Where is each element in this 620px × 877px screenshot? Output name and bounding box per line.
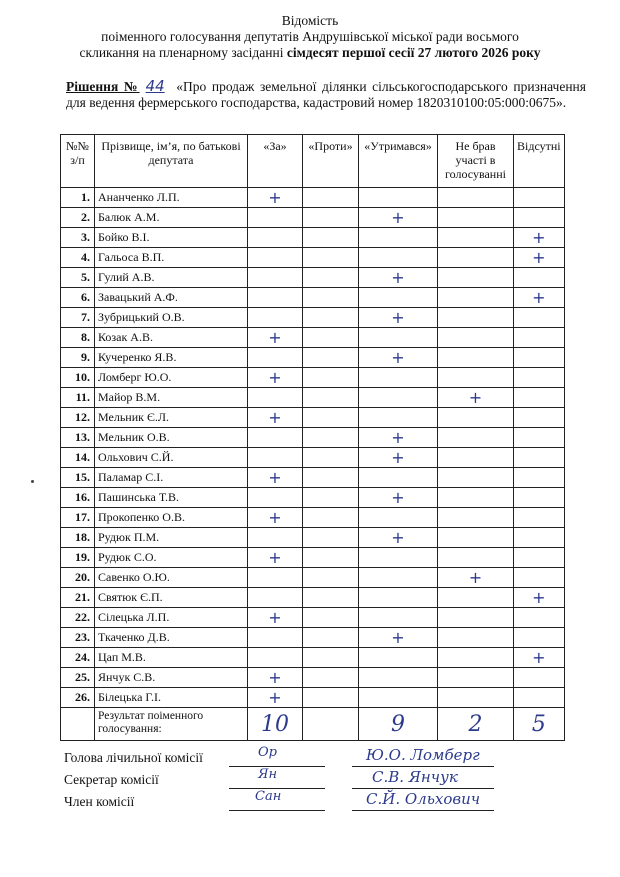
vote-notvoted-cell [438, 228, 514, 248]
vote-absent-cell [514, 548, 565, 568]
deputy-name: Сілецька Л.П. [95, 608, 248, 628]
vote-against-cell [303, 268, 359, 288]
vote-notvoted-cell [438, 588, 514, 608]
deputy-name: Ананченко Л.П. [95, 188, 248, 208]
col-notvoted-header: Не брав участі в голосуванні [438, 135, 514, 188]
vote-abstain-cell [359, 188, 438, 208]
signature-role: Член комісії [64, 794, 135, 809]
table-row [61, 668, 565, 688]
table-row [61, 428, 565, 448]
result-label: Результат поіменного голосування: [95, 708, 248, 741]
row-number: 7. [61, 308, 95, 328]
deputy-name: Паламар С.І. [95, 468, 248, 488]
vote-absent-cell [514, 688, 565, 708]
deputy-name: Савенко О.Ю. [95, 568, 248, 588]
vote-absent-cell [514, 328, 565, 348]
row-number: 2. [61, 208, 95, 228]
row-number: 4. [61, 248, 95, 268]
vote-for-cell [248, 568, 303, 588]
vote-absent-cell [514, 568, 565, 588]
vote-notvoted-cell [438, 208, 514, 228]
row-number: 15. [61, 468, 95, 488]
vote-against-cell [303, 448, 359, 468]
row-number: 21. [61, 588, 95, 608]
table-header-row [61, 135, 565, 188]
deputy-name: Ломберг Ю.О. [95, 368, 248, 388]
row-number: 5. [61, 268, 95, 288]
vote-notvoted-cell [438, 548, 514, 568]
table-row [61, 448, 565, 468]
col-absent-header: Відсутні [514, 135, 565, 188]
row-number: 8. [61, 328, 95, 348]
signature-initials: Сан [255, 789, 282, 804]
table-row [61, 528, 565, 548]
vote-against-cell [303, 208, 359, 228]
vote-abstain-cell [359, 548, 438, 568]
vote-against-cell [303, 628, 359, 648]
table-row [61, 608, 565, 628]
vote-absent-cell [514, 188, 565, 208]
table-row [61, 268, 565, 288]
signature-line [229, 750, 325, 767]
vote-absent-cell [514, 448, 565, 468]
vote-against-cell [303, 308, 359, 328]
vote-for-mark: + [248, 468, 303, 488]
signature-name: Ю.О. Ломберг [366, 746, 480, 764]
vote-abstain-cell [359, 288, 438, 308]
vote-notvoted-mark: + [438, 388, 514, 408]
vote-against-cell [303, 428, 359, 448]
vote-against-cell [303, 368, 359, 388]
table-row [61, 388, 565, 408]
table-row [61, 508, 565, 528]
row-number: 26. [61, 688, 95, 708]
vote-abstain-cell [359, 468, 438, 488]
vote-absent-cell [514, 308, 565, 328]
vote-absent-mark: + [514, 648, 565, 668]
table-body [61, 188, 565, 708]
table-row [61, 548, 565, 568]
row-number: 13. [61, 428, 95, 448]
vote-against-cell [303, 568, 359, 588]
vote-against-cell [303, 348, 359, 368]
row-number: 18. [61, 528, 95, 548]
vote-absent-cell [514, 428, 565, 448]
deputy-name: Пашинська Т.В. [95, 488, 248, 508]
vote-absent-cell [514, 608, 565, 628]
vote-notvoted-cell [438, 348, 514, 368]
vote-abstain-cell [359, 568, 438, 588]
vote-for-mark: + [248, 368, 303, 388]
deputy-name: Цап М.В. [95, 648, 248, 668]
vote-absent-cell [514, 348, 565, 368]
vote-against-cell [303, 248, 359, 268]
vote-notvoted-cell [438, 628, 514, 648]
vote-absent-mark: + [514, 588, 565, 608]
deputy-name: Мельник Є.Л. [95, 408, 248, 428]
doc-subtitle: поіменного голосування депутатів Андрушівської міської ради восьмого [101, 29, 519, 44]
vote-notvoted-cell [438, 468, 514, 488]
signature-role: Секретар комісії [64, 772, 159, 787]
signature-role: Голова лічильної комісії [64, 750, 203, 765]
table-row [61, 208, 565, 228]
table-row [61, 188, 565, 208]
vote-against-cell [303, 328, 359, 348]
vote-notvoted-cell [438, 308, 514, 328]
vote-against-cell [303, 648, 359, 668]
vote-for-mark: + [248, 548, 303, 568]
deputy-name: Рудюк С.О. [95, 548, 248, 568]
row-number: 20. [61, 568, 95, 588]
table-row [61, 628, 565, 648]
deputy-name: Рудюк П.М. [95, 528, 248, 548]
vote-notvoted-cell [438, 688, 514, 708]
deputy-name: Янчук С.В. [95, 668, 248, 688]
vote-abstain-mark: + [359, 448, 438, 468]
vote-absent-cell [514, 408, 565, 428]
row-number: 16. [61, 488, 95, 508]
vote-against-cell [303, 288, 359, 308]
vote-abstain-mark: + [359, 308, 438, 328]
vote-for-cell [248, 268, 303, 288]
vote-against-cell [303, 548, 359, 568]
table-row [61, 468, 565, 488]
decision-text: «Про продаж земельної ділянки сільськогосподарського призначення для ведення фермерського господарства, кадастровий номер 1820310100:05:000:0675». [66, 79, 586, 110]
result-row [61, 708, 565, 741]
result-spacer [61, 708, 95, 741]
vote-against-cell [303, 508, 359, 528]
table-row [61, 308, 565, 328]
deputy-name: Козак А.В. [95, 328, 248, 348]
row-number: 14. [61, 448, 95, 468]
vote-notvoted-cell [438, 188, 514, 208]
table-row [61, 288, 565, 308]
decision-block [66, 78, 586, 111]
vote-absent-cell [514, 388, 565, 408]
deputy-name: Прокопенко О.В. [95, 508, 248, 528]
row-number: 23. [61, 628, 95, 648]
row-number: 11. [61, 388, 95, 408]
deputy-name: Майор В.М. [95, 388, 248, 408]
vote-abstain-cell [359, 508, 438, 528]
vote-abstain-cell [359, 368, 438, 388]
vote-notvoted-cell [438, 528, 514, 548]
vote-notvoted-cell [438, 488, 514, 508]
vote-notvoted-cell [438, 448, 514, 468]
deputy-name: Гулий А.В. [95, 268, 248, 288]
deputy-name: Бойко В.І. [95, 228, 248, 248]
vote-for-mark: + [248, 688, 303, 708]
vote-abstain-mark: + [359, 628, 438, 648]
vote-for-cell [248, 528, 303, 548]
vote-notvoted-cell [438, 268, 514, 288]
vote-for-cell [248, 588, 303, 608]
vote-for-mark: + [248, 508, 303, 528]
vote-against-cell [303, 588, 359, 608]
vote-for-cell [248, 388, 303, 408]
table-row [61, 328, 565, 348]
deputy-name: Завацький А.Ф. [95, 288, 248, 308]
vote-against-cell [303, 468, 359, 488]
vote-abstain-cell [359, 648, 438, 668]
table-row [61, 488, 565, 508]
voting-table [60, 134, 565, 741]
vote-for-cell [248, 348, 303, 368]
vote-abstain-cell [359, 608, 438, 628]
vote-notvoted-cell [438, 608, 514, 628]
vote-for-mark: + [248, 188, 303, 208]
vote-notvoted-cell [438, 508, 514, 528]
row-number: 9. [61, 348, 95, 368]
vote-absent-cell [514, 508, 565, 528]
vote-against-cell [303, 668, 359, 688]
vote-against-cell [303, 608, 359, 628]
vote-for-cell [248, 488, 303, 508]
vote-notvoted-cell [438, 248, 514, 268]
vote-notvoted-cell [438, 428, 514, 448]
col-abstain-header: «Утримався» [359, 135, 438, 188]
col-against-header: «Проти» [303, 135, 359, 188]
vote-abstain-cell [359, 248, 438, 268]
row-number: 24. [61, 648, 95, 668]
deputy-name: Святюк Є.П. [95, 588, 248, 608]
vote-absent-cell [514, 368, 565, 388]
vote-absent-cell [514, 488, 565, 508]
row-number: 12. [61, 408, 95, 428]
vote-abstain-cell [359, 688, 438, 708]
vote-absent-cell [514, 668, 565, 688]
vote-absent-mark: + [514, 228, 565, 248]
vote-abstain-cell [359, 588, 438, 608]
vote-notvoted-mark: + [438, 568, 514, 588]
session-name: сімдесят першої сесії 27 лютого 2026 року [286, 45, 541, 60]
session-prefix: скликання на пленарному засіданні [79, 45, 287, 60]
vote-absent-cell [514, 208, 565, 228]
col-name-header: Прізвище, ім’я, по батькові депутата [95, 135, 248, 188]
signature-initials: Ор [258, 745, 277, 760]
vote-absent-cell [514, 628, 565, 648]
table-row [61, 648, 565, 668]
vote-against-cell [303, 688, 359, 708]
vote-against-cell [303, 188, 359, 208]
vote-for-cell [248, 628, 303, 648]
vote-abstain-mark: + [359, 208, 438, 228]
vote-abstain-cell [359, 668, 438, 688]
vote-absent-mark: + [514, 288, 565, 308]
doc-title: Відомість [281, 13, 339, 28]
vote-for-cell [248, 228, 303, 248]
doc-session-line [0, 45, 620, 61]
signature-name: С.Й. Ольхович [366, 790, 481, 808]
vote-abstain-cell [359, 328, 438, 348]
vote-notvoted-cell [438, 648, 514, 668]
row-number: 19. [61, 548, 95, 568]
vote-for-mark: + [248, 608, 303, 628]
paper-speck [31, 480, 34, 483]
deputy-name: Білецька Г.І. [95, 688, 248, 708]
table-row [61, 348, 565, 368]
deputy-name: Мельник О.В. [95, 428, 248, 448]
vote-notvoted-cell [438, 368, 514, 388]
vote-absent-mark: + [514, 248, 565, 268]
vote-against-cell [303, 528, 359, 548]
row-number: 25. [61, 668, 95, 688]
col-for-header: «За» [248, 135, 303, 188]
row-number: 17. [61, 508, 95, 528]
vote-for-cell [248, 648, 303, 668]
vote-against-cell [303, 228, 359, 248]
total-abstain: 9 [359, 708, 438, 741]
vote-for-mark: + [248, 408, 303, 428]
vote-against-cell [303, 488, 359, 508]
vote-absent-cell [514, 468, 565, 488]
vote-for-mark: + [248, 668, 303, 688]
total-notvoted: 2 [438, 708, 514, 741]
vote-notvoted-cell [438, 328, 514, 348]
table-row [61, 688, 565, 708]
vote-abstain-cell [359, 388, 438, 408]
vote-for-cell [248, 308, 303, 328]
vote-for-cell [248, 208, 303, 228]
deputy-name: Ткаченко Д.В. [95, 628, 248, 648]
vote-for-mark: + [248, 328, 303, 348]
total-absent: 5 [514, 708, 565, 741]
decision-number: 44 [145, 77, 165, 95]
row-number: 6. [61, 288, 95, 308]
row-number: 1. [61, 188, 95, 208]
vote-abstain-mark: + [359, 528, 438, 548]
row-number: 10. [61, 368, 95, 388]
vote-abstain-mark: + [359, 488, 438, 508]
vote-abstain-cell [359, 228, 438, 248]
deputy-name: Ольхович С.Й. [95, 448, 248, 468]
vote-for-cell [248, 428, 303, 448]
row-number: 3. [61, 228, 95, 248]
vote-abstain-mark: + [359, 428, 438, 448]
signature-name: С.В. Янчук [372, 768, 458, 786]
vote-abstain-cell [359, 408, 438, 428]
vote-absent-cell [514, 528, 565, 548]
total-for: 10 [248, 708, 303, 741]
table-row [61, 588, 565, 608]
signature-initials: Ян [258, 767, 278, 782]
vote-for-cell [248, 248, 303, 268]
vote-notvoted-cell [438, 408, 514, 428]
vote-abstain-mark: + [359, 268, 438, 288]
table-row [61, 248, 565, 268]
row-number: 22. [61, 608, 95, 628]
deputy-name: Балюк А.М. [95, 208, 248, 228]
vote-notvoted-cell [438, 668, 514, 688]
total-against [303, 708, 359, 741]
deputy-name: Зубрицький О.В. [95, 308, 248, 328]
table-row [61, 408, 565, 428]
deputy-name: Кучеренко Я.В. [95, 348, 248, 368]
vote-for-cell [248, 448, 303, 468]
decision-label: Рішення № [66, 79, 140, 94]
vote-for-cell [248, 288, 303, 308]
vote-absent-cell [514, 268, 565, 288]
vote-against-cell [303, 388, 359, 408]
col-number-header: №№ з/п [61, 135, 95, 188]
vote-notvoted-cell [438, 288, 514, 308]
table-row [61, 568, 565, 588]
vote-abstain-mark: + [359, 348, 438, 368]
deputy-name: Гальоса В.П. [95, 248, 248, 268]
table-row [61, 228, 565, 248]
table-row [61, 368, 565, 388]
vote-against-cell [303, 408, 359, 428]
